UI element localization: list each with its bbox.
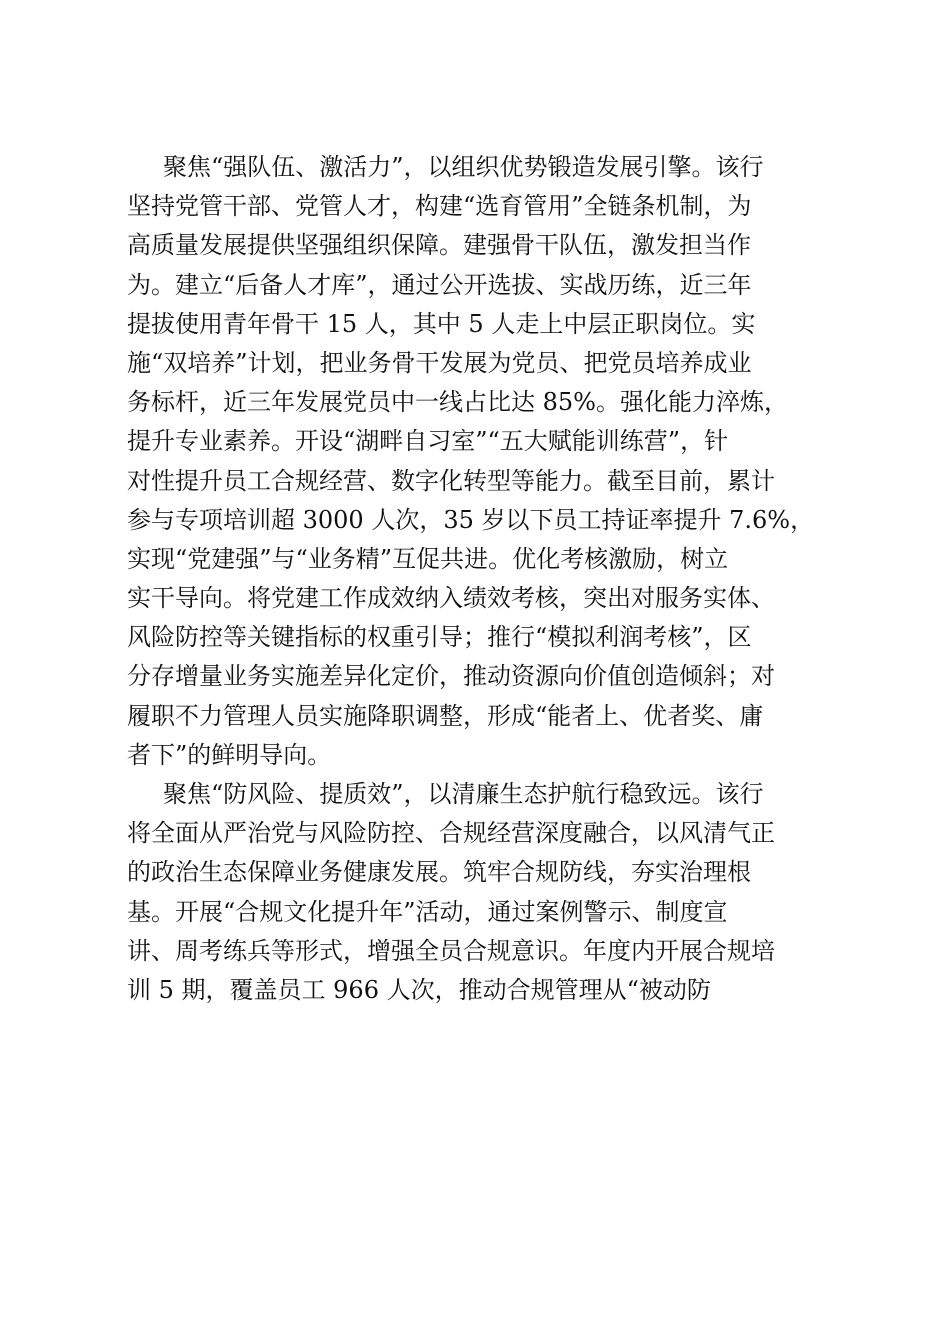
text-line: 分存增量业务实施差异化定价，推动资源向价值创造倾斜；对 — [127, 662, 775, 691]
text-line: 将全面从严治党与风险防控、合规经营深度融合，以风清气正 — [127, 819, 775, 848]
text-line: 聚焦“防风险、提质效”，以清廉生态护航行稳致远。该行 — [163, 780, 764, 808]
text-line: 聚焦“强队伍、激活力”，以组织优势锻造发展引擎。该行 — [163, 153, 764, 181]
text-line: 对性提升员工合规经营、数字化转型等能力。截至目前，累计 — [127, 466, 775, 495]
text-line: 提升专业素养。开设“湖畔自习室”“五大赋能训练营”，针 — [127, 427, 729, 456]
text-line: 高质量发展提供坚强组织保障。建强骨干队伍，激发担当作 — [127, 231, 751, 260]
text-line: 实现“党建强”与“业务精”互促共进。优化考核激励，树立 — [127, 544, 729, 573]
body-text — [127, 148, 827, 1010]
text-line: 讲、周考练兵等形式，增强全员合规意识。年度内开展合规培 — [127, 936, 775, 965]
text-line: 参与专项培训超 3000 人次，35 岁以下员工持证率提升 7.6%， — [127, 505, 815, 534]
text-line: 的政治生态保障业务健康发展。筑牢合规防线，夯实治理根 — [127, 858, 751, 887]
text-line: 实干导向。将党建工作成效纳入绩效考核，突出对服务实体、 — [127, 584, 775, 613]
text-line: 为。建立“后备人才库”，通过公开选拔、实战历练，近三年 — [127, 270, 752, 299]
paragraph-2 — [127, 775, 827, 1010]
text-line: 训 5 期，覆盖员工 966 人次，推动合规管理从“被动防 — [127, 975, 711, 1004]
text-line: 基。开展“合规文化提升年”活动，通过案例警示、制度宣 — [127, 897, 728, 926]
text-line: 风险防控等关键指标的权重引导；推行“模拟利润考核”，区 — [127, 623, 752, 652]
paragraph-1 — [127, 148, 827, 775]
text-line: 提拔使用青年骨干 15 人，其中 5 人走上中层正职岗位。实 — [127, 309, 756, 338]
text-line: 坚持党管干部、党管人才，构建“选育管用”全链条机制，为 — [127, 192, 752, 221]
text-line: 施“双培养”计划，把业务骨干发展为党员、把党员培养成业 — [127, 348, 752, 377]
text-line: 者下”的鲜明导向。 — [127, 740, 332, 769]
text-line: 务标杆，近三年发展党员中一线占比达 85%。强化能力淬炼， — [127, 388, 788, 417]
text-line: 履职不力管理人员实施降职调整，形成“能者上、优者奖、庸 — [127, 701, 764, 730]
